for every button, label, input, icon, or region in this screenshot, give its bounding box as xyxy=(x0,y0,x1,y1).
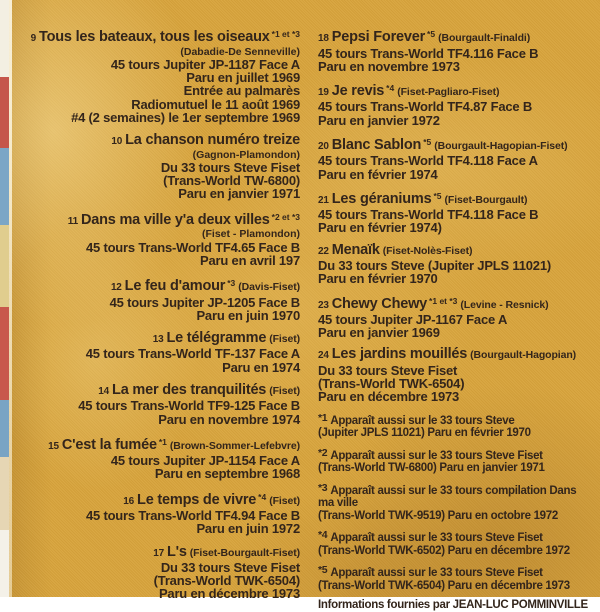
track-detail: (Trans-World TW-6800) xyxy=(163,173,300,189)
track-title: Le télégramme xyxy=(166,329,267,346)
track-detail: Du 33 tours Steve Fiset xyxy=(318,362,458,378)
track-title-line xyxy=(318,81,594,101)
track-title-line xyxy=(28,331,300,348)
track-title: Les géraniums xyxy=(331,190,432,207)
track-detail: #4 (2 semaines) le 1er septembre 1969 xyxy=(71,109,300,125)
track-detail: Paru en septembre 1968 xyxy=(154,466,300,482)
track-number: 14 xyxy=(98,385,110,397)
footnote-ref: *1 et *3 xyxy=(429,295,458,306)
footnote-ref: *4 xyxy=(258,491,267,502)
footnote-2 xyxy=(318,447,594,475)
track-detail: Paru en janvier 1969 xyxy=(318,325,440,341)
booklet-edge-stripe xyxy=(0,0,9,597)
track-entry-19 xyxy=(318,81,594,127)
footnote-marker: *2 xyxy=(318,446,328,459)
edge-stripe-segment xyxy=(0,148,9,225)
track-detail: Paru en novembre 1973 xyxy=(318,58,460,74)
edge-stripe-segment xyxy=(0,77,9,148)
footnote-4 xyxy=(318,529,594,557)
track-detail: Paru en janvier 1972 xyxy=(318,112,440,128)
track-number: 21 xyxy=(318,194,329,206)
footnote-text: (Trans-World TW-6800) Paru en janvier 1971 xyxy=(318,462,545,475)
footnote-text: (Jupiter JPLS 11021) Paru en février 1970 xyxy=(318,427,531,440)
footnote-ref: *5 xyxy=(423,136,432,147)
track-credit: (Fiset-Bourgault-Fiset) xyxy=(189,546,300,559)
track-title-line xyxy=(28,383,300,400)
edge-stripe-segment xyxy=(0,400,9,457)
footnote-ref: *5 xyxy=(433,190,442,201)
footnote-3 xyxy=(318,482,594,523)
track-title: Les jardins mouillés xyxy=(331,346,468,363)
track-title: Le temps de vivre xyxy=(137,491,257,508)
track-title: L's xyxy=(166,543,187,560)
track-number: 17 xyxy=(153,547,164,559)
track-detail: Du 33 tours Steve Fiset xyxy=(160,560,300,576)
footnote-ref: *2 et *3 xyxy=(271,211,300,222)
track-detail: Paru en novembre 1974 xyxy=(158,411,300,427)
track-detail: Entrée au palmarès xyxy=(183,83,300,99)
track-detail: 45 tours Jupiter JP-1167 Face A xyxy=(318,312,508,328)
track-title-line xyxy=(28,210,300,230)
track-entry-20 xyxy=(318,135,594,181)
track-title: Menaïk xyxy=(331,241,380,258)
edge-stripe-segment xyxy=(0,457,9,530)
track-title-line xyxy=(28,27,300,47)
track-detail: Radiomutuel le 11 août 1969 xyxy=(131,96,300,112)
footnote-ref: *1 xyxy=(158,436,167,447)
footnote-ref: *3 xyxy=(227,278,236,289)
track-detail: 45 tours Jupiter JP-1205 Face B xyxy=(109,294,300,310)
track-number: 11 xyxy=(67,215,78,227)
track-detail: 45 tours Trans-World TF4.87 Face B xyxy=(318,99,533,115)
track-title-line xyxy=(28,133,300,150)
footnote-text: Apparaît aussi sur le 33 tours Steve xyxy=(330,414,515,427)
track-title-line xyxy=(28,435,300,455)
information-credit-line: Informations fournies par JEAN-LUC POMMINVILLE xyxy=(318,599,588,612)
track-entry-14 xyxy=(28,383,300,426)
track-entry-10 xyxy=(28,133,300,201)
footnote-ref: *1 et *3 xyxy=(271,29,300,39)
track-number: 10 xyxy=(111,136,123,148)
footnote-text: (Trans-World TWK-9519) Paru en octobre 1972 xyxy=(318,509,558,522)
track-entry-11 xyxy=(28,210,300,267)
footnote-text: (Trans-World TWK-6504) Paru en décembre 1973 xyxy=(318,579,570,592)
track-detail: Du 33 tours Steve Fiset xyxy=(160,160,300,176)
track-title: Le feu d'amour xyxy=(124,278,226,295)
track-detail: Paru en février 1974 xyxy=(318,166,438,182)
track-detail: Paru en décembre 1973 xyxy=(318,389,460,405)
footnote-ref: *5 xyxy=(427,29,436,39)
track-detail: 45 tours Trans-World TF4.118 Face B xyxy=(318,207,539,223)
track-title-line xyxy=(318,294,594,314)
track-title: La mer des tranquilités xyxy=(112,381,267,398)
track-title: La chanson numéro treize xyxy=(125,132,300,149)
track-number: 20 xyxy=(318,140,329,152)
footnote-line xyxy=(318,529,594,545)
track-credit: (Bourgault-Hagopian-Fiset) xyxy=(434,139,568,152)
track-entry-13 xyxy=(28,331,300,374)
track-number: 13 xyxy=(152,333,164,345)
track-number: 23 xyxy=(318,299,329,311)
edge-gap-line xyxy=(9,0,12,597)
track-detail: (Trans-World TWK-6504) xyxy=(318,376,465,392)
track-entry-9 xyxy=(28,27,300,124)
track-entry-24 xyxy=(318,347,594,403)
track-detail: Paru en février 1970 xyxy=(318,271,438,287)
track-number: 19 xyxy=(318,86,329,98)
track-entry-15 xyxy=(28,435,300,481)
footnote-ref: *4 xyxy=(386,82,395,93)
footnote-5 xyxy=(318,564,594,592)
track-entry-16 xyxy=(28,490,300,536)
track-detail: 45 tours Jupiter JP-1187 Face A xyxy=(110,57,300,72)
footnote-marker: *1 xyxy=(318,411,328,424)
track-credit: (Fiset) xyxy=(269,494,300,507)
track-detail: Paru en avril 197 xyxy=(200,252,300,268)
track-title-line xyxy=(28,490,300,510)
track-title: Je revis xyxy=(331,82,385,99)
track-list-right-column xyxy=(318,27,594,612)
track-number: 9 xyxy=(30,33,36,44)
track-credit: (Fiset - Plamondon) xyxy=(202,228,300,241)
track-title-line xyxy=(28,545,300,562)
footnote-line xyxy=(318,412,594,428)
footnote-text: Apparaît aussi sur le 33 tours Steve Fiset xyxy=(330,449,543,462)
edge-stripe-segment xyxy=(0,530,9,597)
track-credit: (Fiset-Pagliaro-Fiset) xyxy=(397,85,500,98)
track-number: 18 xyxy=(318,33,329,44)
track-credit: (Davis-Fiset) xyxy=(238,281,300,294)
track-number: 22 xyxy=(318,245,329,257)
track-credit: (Fiset-Bourgault) xyxy=(444,193,528,206)
track-credit: (Fiset) xyxy=(269,332,300,345)
track-detail: Paru en 1974 xyxy=(222,359,300,375)
track-credit: (Bourgault-Hagopian) xyxy=(470,349,577,362)
track-title-line xyxy=(318,347,594,364)
edge-stripe-segment xyxy=(0,225,9,307)
track-credit: (Gagnon-Plamondon) xyxy=(192,148,300,161)
track-detail: 45 tours Trans-World TF4.94 Face B xyxy=(85,508,300,524)
track-detail: Paru en février 1974) xyxy=(318,220,442,236)
track-detail: 45 tours Trans-World TF4.65 Face B xyxy=(85,239,300,255)
track-detail: 45 tours Jupiter JP-1154 Face A xyxy=(110,453,300,469)
footnote-1 xyxy=(318,412,594,440)
track-detail: Paru en juin 1970 xyxy=(196,307,300,323)
track-entry-22 xyxy=(318,243,594,286)
footnote-line xyxy=(318,482,594,510)
footnote-text: (Trans-World TWK-6502) Paru en décembre 1972 xyxy=(318,544,570,557)
track-detail: Du 33 tours Steve (Jupiter JPLS 11021) xyxy=(318,258,551,274)
footnote-text: Apparaît aussi sur le 33 tours Steve Fiset xyxy=(330,532,543,545)
track-entry-21 xyxy=(318,189,594,235)
footnote-text: Apparaît aussi sur le 33 tours Steve Fiset xyxy=(330,567,543,580)
track-title: Dans ma ville y'a deux villes xyxy=(80,211,270,228)
track-title: Tous les bateaux, tous les oiseaux xyxy=(38,29,270,45)
track-detail: Paru en juin 1972 xyxy=(196,521,300,537)
track-detail: 45 tours Trans-World TF4.116 Face B xyxy=(318,45,539,61)
track-detail: 45 tours Trans-World TF-137 Face A xyxy=(85,346,300,362)
track-detail: 45 tours Trans-World TF9-125 Face B xyxy=(78,398,300,414)
track-credit: (Levine - Resnick) xyxy=(460,298,549,311)
track-credit: (Brown-Sommer-Lefebvre) xyxy=(169,439,300,452)
track-title-line xyxy=(318,135,594,155)
footnote-marker: *3 xyxy=(318,481,328,494)
track-title: Pepsi Forever xyxy=(331,29,426,45)
edge-stripe-segment xyxy=(0,0,9,77)
footnote-marker: *4 xyxy=(318,529,328,542)
edge-stripe-segment xyxy=(0,307,9,400)
track-number: 15 xyxy=(48,440,59,452)
track-list-left-column xyxy=(28,27,300,610)
track-title: Chewy Chewy xyxy=(331,295,428,312)
track-detail: Paru en décembre 1973 xyxy=(158,586,300,602)
footnote-marker: *5 xyxy=(318,564,328,577)
track-credit: (Dabadie-De Senneville) xyxy=(180,45,300,58)
track-detail: 45 tours Trans-World TF4.118 Face A xyxy=(318,153,538,169)
track-entry-12 xyxy=(28,276,300,322)
track-title-line xyxy=(318,189,594,209)
track-credit: (Fiset-Nolès-Fiset) xyxy=(382,244,473,257)
track-number: 24 xyxy=(318,350,329,362)
track-number: 12 xyxy=(110,282,122,294)
track-number: 16 xyxy=(123,495,135,507)
footnote-text: Apparaît aussi sur le 33 tours compilation Dans ma ville xyxy=(318,484,577,510)
track-entry-17 xyxy=(28,545,300,601)
track-entry-23 xyxy=(318,294,594,340)
track-detail: Paru en juillet 1969 xyxy=(186,70,300,86)
track-title: Blanc Sablon xyxy=(331,136,422,153)
track-title-line xyxy=(318,243,594,260)
footnotes-block xyxy=(318,412,594,612)
footnote-line xyxy=(318,447,594,463)
track-title-line xyxy=(28,276,300,296)
track-entry-18 xyxy=(318,27,594,73)
track-title: C'est la fumée xyxy=(61,436,157,453)
track-credit: (Bourgault-Finaldi) xyxy=(438,32,531,44)
footnote-line xyxy=(318,564,594,580)
track-detail: Paru en janvier 1971 xyxy=(178,186,300,202)
track-title-line xyxy=(318,27,594,47)
track-credit: (Fiset) xyxy=(269,384,300,397)
track-detail: (Trans-World TWK-6504) xyxy=(153,573,300,589)
